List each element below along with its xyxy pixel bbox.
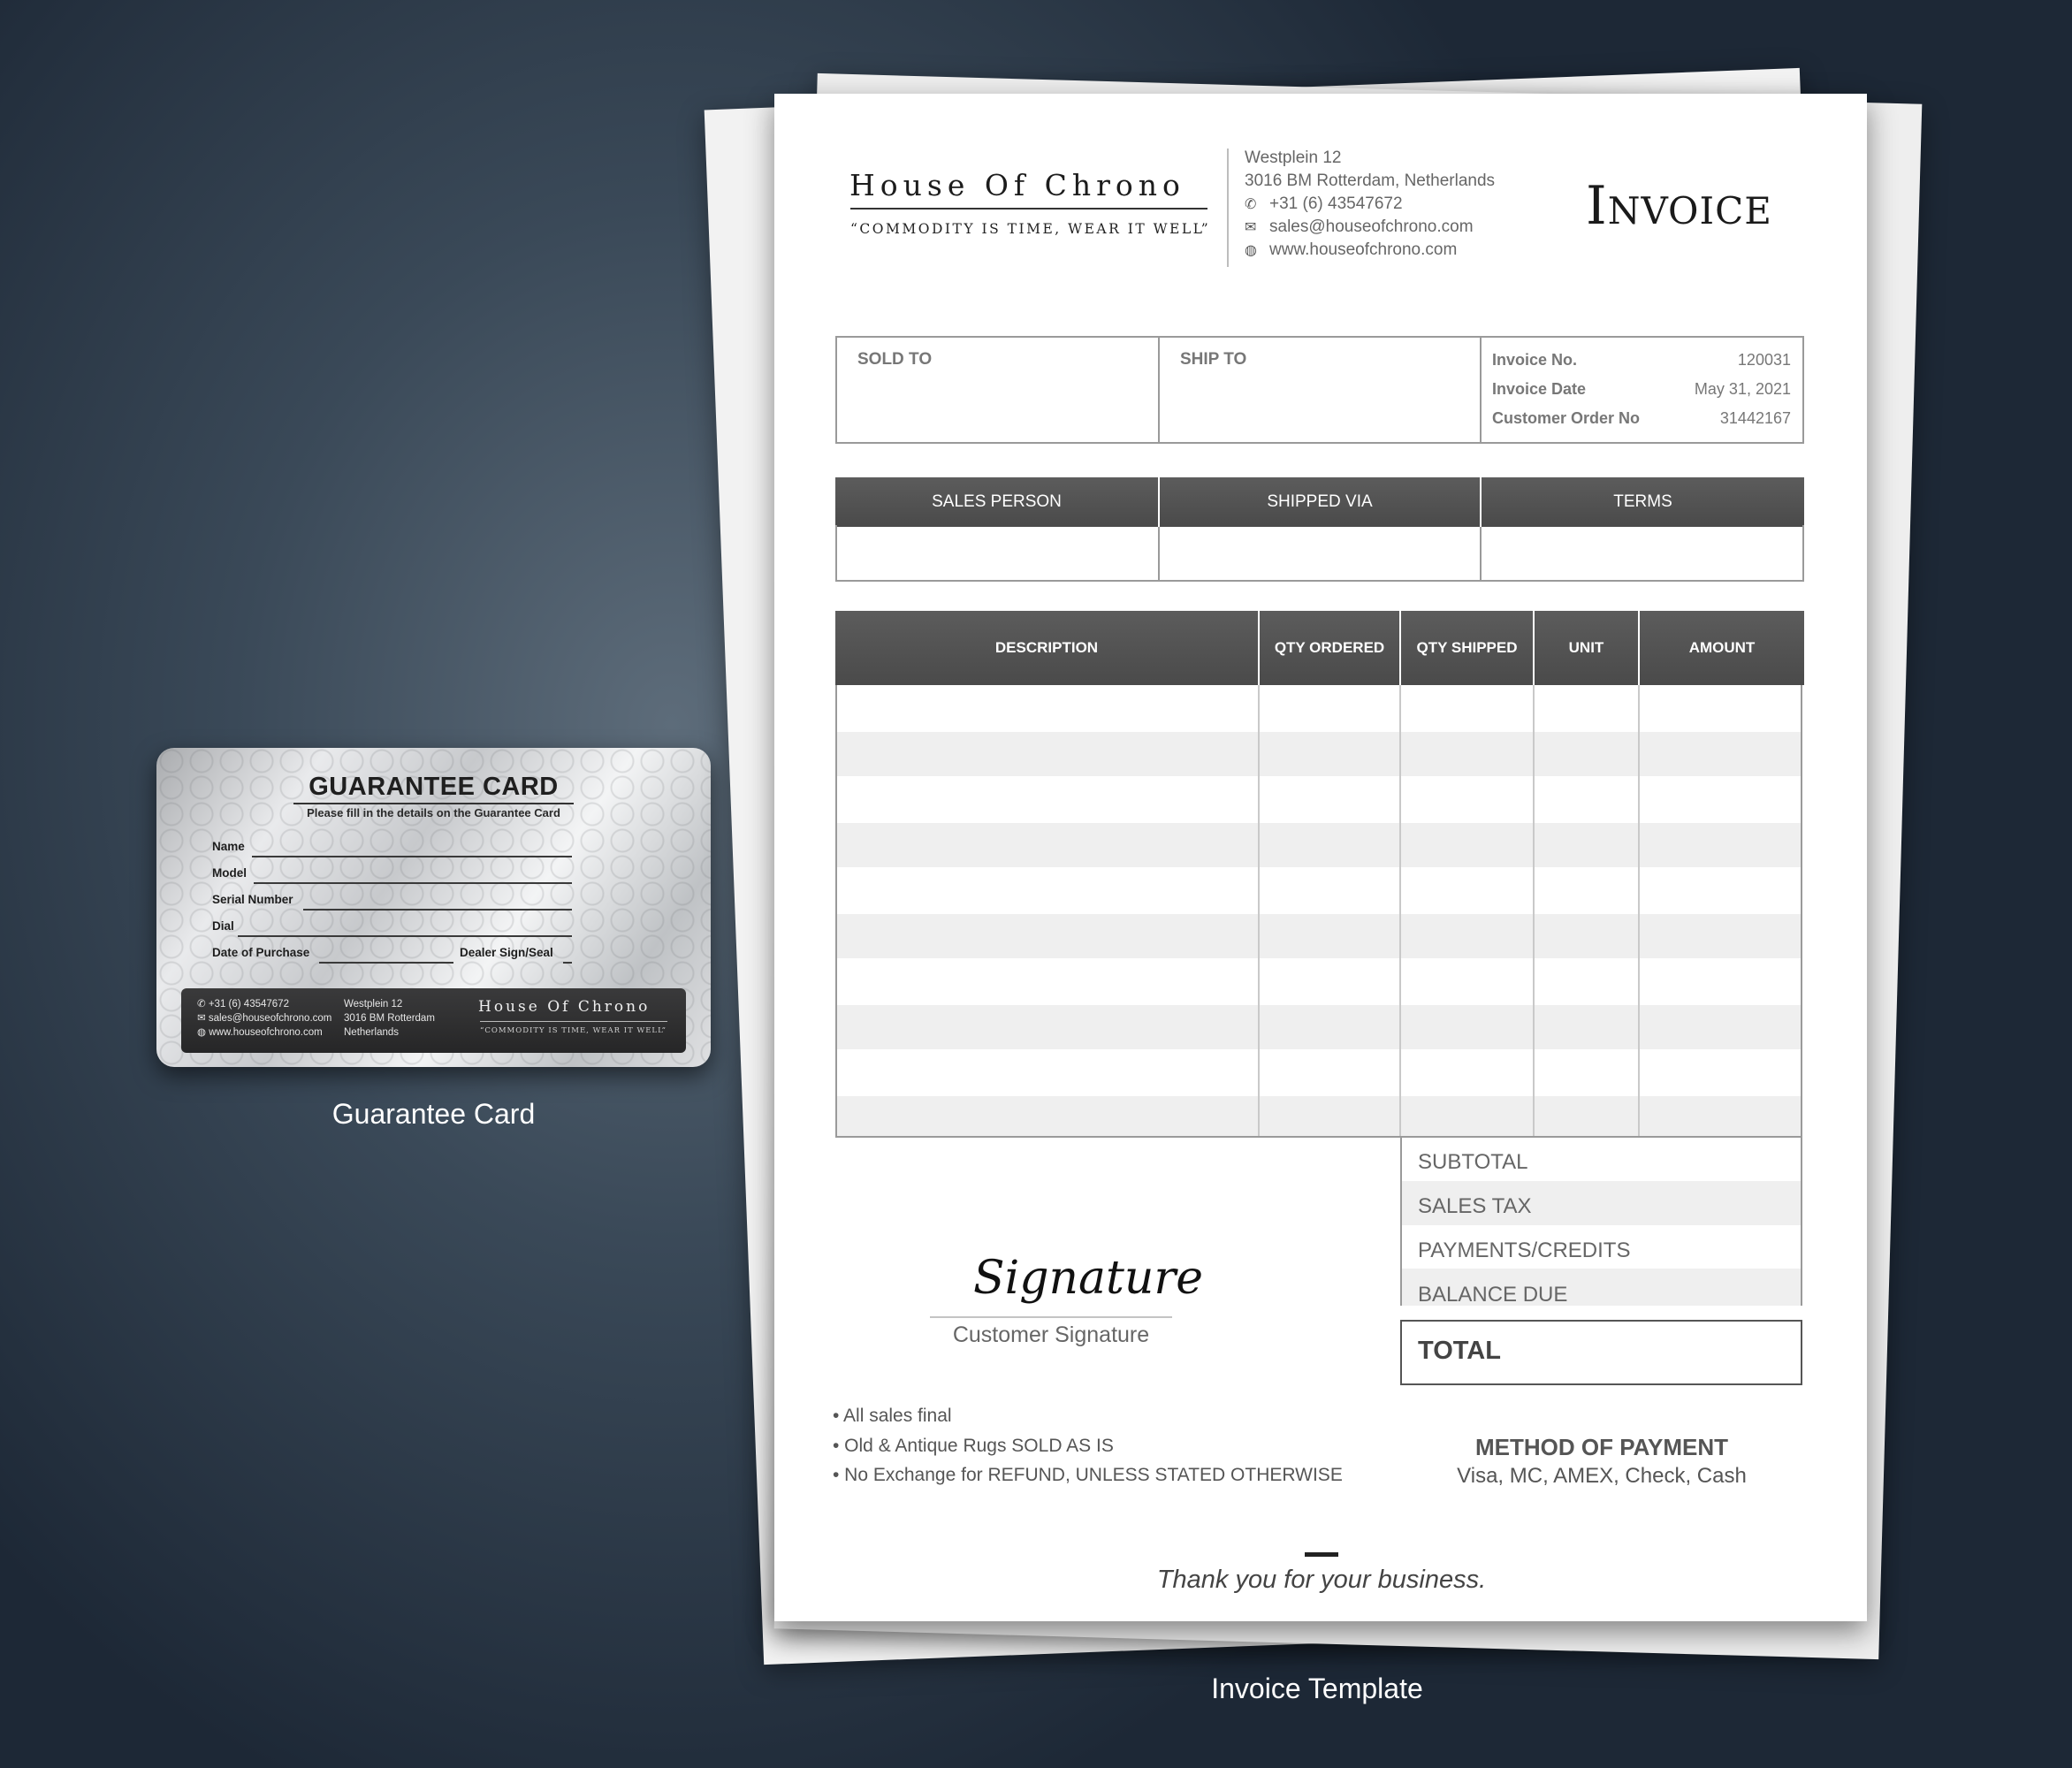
- note-item: • Old & Antique Rugs SOLD AS IS: [833, 1436, 1114, 1456]
- thanks-dash: [1305, 1552, 1338, 1557]
- caption-guarantee-card: Guarantee Card: [331, 1098, 536, 1130]
- col-header-amount: AMOUNT: [1688, 639, 1756, 656]
- summary-sales-tax-label: SALES TAX: [1418, 1194, 1532, 1218]
- info-row-divider-1: [1158, 527, 1160, 582]
- shipped-via-field[interactable]: [1162, 529, 1478, 578]
- invoice-title: Invoice: [1586, 175, 1772, 237]
- globe-icon: ◍: [1245, 243, 1257, 258]
- field-label-model: Model: [212, 866, 247, 880]
- sold-to-field[interactable]: [845, 377, 1146, 430]
- address-city: 3016 BM Rotterdam, Netherlands: [1245, 171, 1496, 190]
- meta-value-customer-order: 31442167: [1719, 409, 1791, 427]
- payment-method-title: METHOD OF PAYMENT: [1474, 1434, 1728, 1460]
- payment-method-list: Visa, MC, AMEX, Check, Cash: [1457, 1464, 1747, 1488]
- field-label-serial: Serial Number: [212, 893, 293, 906]
- customer-box-divider-2: [1480, 338, 1482, 442]
- card-phone: +31 (6) 43547672: [208, 999, 289, 1010]
- ship-to-field[interactable]: [1169, 377, 1469, 430]
- meta-label-invoice-date: Invoice Date: [1492, 380, 1587, 398]
- table-row[interactable]: [837, 958, 1801, 1005]
- summary-subtotal-label: SUBTOTAL: [1418, 1150, 1528, 1174]
- table-row[interactable]: [837, 914, 1801, 958]
- table-row[interactable]: [837, 823, 1801, 867]
- field-label-date: Date of Purchase: [212, 946, 310, 959]
- mail-icon: ✉: [1245, 220, 1257, 235]
- sold-to-label: SOLD TO: [857, 350, 933, 369]
- card-title-underline: [293, 803, 574, 804]
- note-item: • No Exchange for REFUND, UNLESS STATED OTHERWISE: [833, 1465, 1343, 1485]
- table-row[interactable]: [837, 1096, 1801, 1136]
- card-country: Netherlands: [344, 1027, 400, 1038]
- brand-logo: House Of Chrono: [849, 168, 1185, 202]
- table-row[interactable]: [837, 685, 1801, 732]
- address-web-row: [1245, 240, 1457, 260]
- card-brand-logo: House Of Chrono: [478, 998, 651, 1016]
- summary-payments-label: PAYMENTS/CREDITS: [1418, 1238, 1631, 1262]
- meta-value-invoice-no: 120031: [1737, 351, 1791, 369]
- col-header-qty-ordered: QTY ORDERED: [1274, 639, 1385, 656]
- field-line-name[interactable]: [252, 856, 572, 857]
- brand-tagline: “COMMODITY IS TIME, WEAR IT WELL”: [850, 221, 1211, 237]
- card-footer: [181, 988, 686, 1053]
- signature-caption: Customer Signature: [952, 1322, 1150, 1347]
- field-label-dial: Dial: [212, 919, 234, 933]
- field-label-name: Name: [212, 840, 245, 853]
- col-header-qty-shipped: QTY SHIPPED: [1416, 639, 1518, 656]
- field-line-model[interactable]: [254, 882, 572, 884]
- guarantee-card: [156, 748, 711, 1067]
- table-row[interactable]: [837, 867, 1801, 914]
- card-city: 3016 BM Rotterdam: [344, 1013, 435, 1024]
- note-item: • All sales final: [833, 1406, 952, 1426]
- signature-script: Signature: [973, 1252, 1204, 1305]
- sales-person-field[interactable]: [838, 529, 1156, 578]
- field-line-date[interactable]: [319, 962, 453, 964]
- card-brand-underline: [480, 1021, 667, 1022]
- field-line-dial[interactable]: [238, 935, 572, 937]
- info-row-divider-2: [1480, 527, 1482, 582]
- column-divider: [1399, 685, 1401, 1136]
- invoice-sheet: [774, 94, 1867, 1621]
- col-header-description: DESCRIPTION: [994, 639, 1099, 656]
- card-contact-list: [197, 997, 331, 1040]
- table-row[interactable]: [837, 732, 1801, 776]
- meta-label-invoice-no: Invoice No.: [1492, 351, 1578, 369]
- address-phone-row: [1245, 194, 1403, 214]
- column-divider: [1533, 685, 1535, 1136]
- card-email: sales@houseofchrono.com: [208, 1013, 332, 1024]
- phone-icon: ✆: [197, 999, 209, 1010]
- card-address: [344, 997, 435, 1040]
- header-shipped-via: SHIPPED VIA: [1267, 492, 1373, 511]
- ship-to-label: SHIP TO: [1180, 350, 1247, 369]
- card-subtitle: Please fill in the details on the Guarantee Card: [307, 806, 560, 819]
- thank-you-message: Thank you for your business.: [1156, 1566, 1487, 1594]
- field-label-dealer: Dealer Sign/Seal: [460, 946, 553, 959]
- table-row[interactable]: [837, 776, 1801, 823]
- total-label: TOTAL: [1418, 1337, 1501, 1365]
- summary-balance-label: BALANCE DUE: [1418, 1283, 1568, 1307]
- meta-value-invoice-date: May 31, 2021: [1694, 380, 1791, 398]
- address-web: www.houseofchrono.com: [1269, 240, 1458, 259]
- column-divider: [1258, 685, 1260, 1136]
- address-phone: +31 (6) 43547672: [1269, 194, 1403, 213]
- address-email-row: [1245, 217, 1474, 237]
- header-divider: [1227, 149, 1229, 267]
- table-row[interactable]: [837, 1049, 1801, 1096]
- field-line-serial[interactable]: [303, 909, 572, 911]
- address-street: Westplein 12: [1245, 149, 1342, 167]
- meta-label-customer-order: Customer Order No: [1492, 409, 1641, 427]
- table-row[interactable]: [837, 1005, 1801, 1049]
- col-header-unit: UNIT: [1568, 639, 1604, 656]
- address-email: sales@houseofchrono.com: [1269, 217, 1474, 236]
- header-sales-person: SALES PERSON: [932, 492, 1062, 511]
- card-title: GUARANTEE CARD: [309, 773, 559, 801]
- mail-icon: ✉: [197, 1013, 209, 1024]
- phone-icon: ✆: [1245, 197, 1257, 212]
- customer-box-divider-1: [1158, 338, 1160, 442]
- card-street: Westplein 12: [344, 999, 403, 1010]
- card-brand-tagline: “COMMODITY IS TIME, WEAR IT WELL”: [480, 1026, 667, 1035]
- signature-line[interactable]: [930, 1316, 1172, 1318]
- brand-underline: [850, 208, 1207, 210]
- caption-invoice-template: Invoice Template: [1211, 1673, 1423, 1704]
- column-divider: [1638, 685, 1640, 1136]
- terms-field[interactable]: [1483, 529, 1802, 578]
- card-web: www.houseofchrono.com: [209, 1027, 323, 1038]
- globe-icon: ◍: [197, 1027, 209, 1038]
- field-line-dealer-end: [563, 962, 572, 964]
- header-terms: TERMS: [1613, 492, 1672, 511]
- items-table-body: [835, 685, 1802, 1138]
